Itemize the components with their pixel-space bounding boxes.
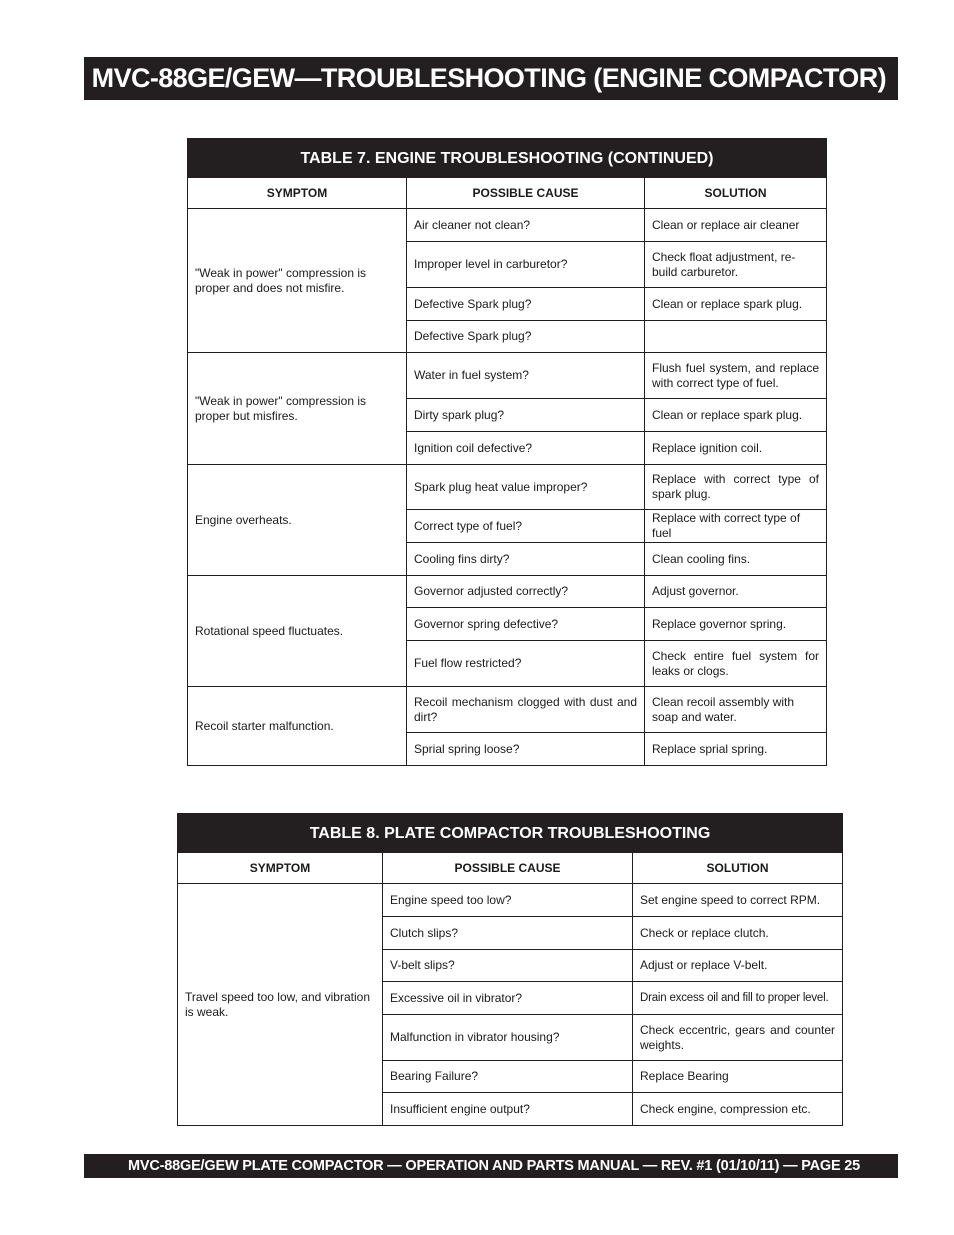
cause-cell: Defective Spark plug? bbox=[407, 288, 645, 321]
cause-cell: Dirty spark plug? bbox=[407, 399, 645, 432]
column-header-symptom: SYMPTOM bbox=[178, 853, 383, 884]
table-row bbox=[178, 884, 843, 917]
cause-cell: Improper level in carburetor? bbox=[407, 242, 645, 288]
cause-cell: Defective Spark plug? bbox=[407, 321, 645, 353]
solution-cell: Flush fuel system, and replace with correct type of fuel. bbox=[645, 353, 827, 399]
solution-cell: Adjust or replace V-belt. bbox=[633, 950, 843, 982]
engine-troubleshooting-table bbox=[187, 138, 827, 766]
solution-cell: Replace with correct type of spark plug. bbox=[645, 465, 827, 510]
cause-cell: Governor adjusted correctly? bbox=[407, 576, 645, 608]
solution-cell: Clean or replace spark plug. bbox=[645, 399, 827, 432]
solution-cell: Drain excess oil and fill to proper level. bbox=[633, 982, 843, 1015]
cause-cell: Ignition coil defective? bbox=[407, 432, 645, 465]
symptom-cell: "Weak in power" compression is proper but misfires. bbox=[188, 353, 407, 465]
cause-cell: Fuel flow restricted? bbox=[407, 641, 645, 687]
cause-cell: Bearing Failure? bbox=[383, 1061, 633, 1093]
cause-cell: Insufficient engine output? bbox=[383, 1093, 633, 1126]
solution-cell: Adjust governor. bbox=[645, 576, 827, 608]
symptom-cell: Travel speed too low, and vibration is weak. bbox=[178, 884, 383, 1126]
table-row bbox=[188, 687, 827, 733]
solution-cell: Check engine, compression etc. bbox=[633, 1093, 843, 1126]
table-title: TABLE 7. ENGINE TROUBLESHOOTING (CONTINUED) bbox=[188, 139, 827, 178]
cause-cell: Cooling fins dirty? bbox=[407, 543, 645, 576]
cause-cell: Malfunction in vibrator housing? bbox=[383, 1015, 633, 1061]
symptom-cell: "Weak in power" compression is proper and does not misfire. bbox=[188, 209, 407, 353]
solution-cell: Check eccentric, gears and counter weights. bbox=[633, 1015, 843, 1061]
solution-cell: Clean or replace spark plug. bbox=[645, 288, 827, 321]
solution-cell bbox=[645, 321, 827, 353]
cause-cell: Clutch slips? bbox=[383, 917, 633, 950]
table-row bbox=[188, 576, 827, 608]
cause-cell: Water in fuel system? bbox=[407, 353, 645, 399]
cause-cell: Spark plug heat value improper? bbox=[407, 465, 645, 510]
table-row bbox=[188, 209, 827, 242]
table-title: TABLE 8. PLATE COMPACTOR TROUBLESHOOTING bbox=[178, 814, 843, 853]
solution-cell: Clean cooling fins. bbox=[645, 543, 827, 576]
solution-cell: Clean recoil assembly with soap and water. bbox=[645, 687, 827, 733]
solution-cell: Clean or replace air cleaner bbox=[645, 209, 827, 242]
table-row bbox=[188, 353, 827, 399]
column-header-solution: SOLUTION bbox=[645, 178, 827, 209]
symptom-cell: Recoil starter malfunction. bbox=[188, 687, 407, 766]
cause-cell: Engine speed too low? bbox=[383, 884, 633, 917]
solution-cell: Replace governor spring. bbox=[645, 608, 827, 641]
solution-cell: Check entire fuel system for leaks or clogs. bbox=[645, 641, 827, 687]
solution-cell: Replace Bearing bbox=[633, 1061, 843, 1093]
solution-cell: Replace ignition coil. bbox=[645, 432, 827, 465]
solution-cell: Replace sprial spring. bbox=[645, 733, 827, 766]
symptom-cell: Engine overheats. bbox=[188, 465, 407, 576]
cause-cell: Excessive oil in vibrator? bbox=[383, 982, 633, 1015]
solution-cell: Check float adjustment, re-build carburetor. bbox=[645, 242, 827, 288]
plate-compactor-troubleshooting-table bbox=[177, 813, 843, 1126]
solution-cell: Replace with correct type of fuel bbox=[645, 510, 827, 543]
cause-cell: Sprial spring loose? bbox=[407, 733, 645, 766]
cause-cell: Governor spring defective? bbox=[407, 608, 645, 641]
cause-cell: Air cleaner not clean? bbox=[407, 209, 645, 242]
solution-cell: Set engine speed to correct RPM. bbox=[633, 884, 843, 917]
cause-cell: Recoil mechanism clogged with dust and dirt? bbox=[407, 687, 645, 733]
symptom-cell: Rotational speed fluctuates. bbox=[188, 576, 407, 687]
page-title: MVC-88GE/GEW—TROUBLESHOOTING (ENGINE COMPACTOR) bbox=[84, 57, 898, 100]
solution-cell: Check or replace clutch. bbox=[633, 917, 843, 950]
column-header-possible-cause: POSSIBLE CAUSE bbox=[407, 178, 645, 209]
column-header-symptom: SYMPTOM bbox=[188, 178, 407, 209]
column-header-possible-cause: POSSIBLE CAUSE bbox=[383, 853, 633, 884]
column-header-solution: SOLUTION bbox=[633, 853, 843, 884]
cause-cell: V-belt slips? bbox=[383, 950, 633, 982]
page-footer: MVC-88GE/GEW PLATE COMPACTOR — OPERATION AND PARTS MANUAL — REV. #1 (01/10/11) — PAGE 25 bbox=[84, 1154, 898, 1178]
table-row bbox=[188, 465, 827, 510]
cause-cell: Correct type of fuel? bbox=[407, 510, 645, 543]
